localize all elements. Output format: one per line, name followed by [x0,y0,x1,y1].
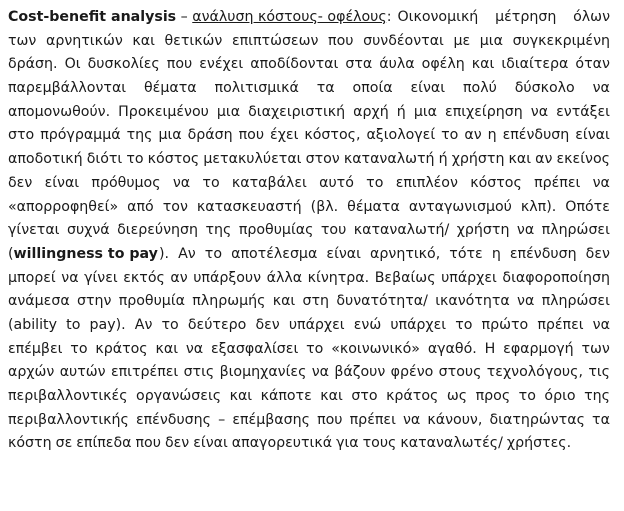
word: στα [345,56,373,73]
word: με [453,32,471,49]
term-colon: : [386,9,392,25]
word: να [311,364,330,381]
word: μια [479,32,503,49]
word: επιπτώσεων [231,32,319,49]
word: είναι [326,245,361,262]
word: δεύτερο [187,316,247,333]
word: που [328,32,354,49]
word: ανάμεσα [8,293,70,310]
word: και [272,293,296,310]
definition-body-continued [8,267,610,433]
word: αξιολογεί [366,127,436,144]
word: για [336,435,359,452]
word: αυτών [59,364,106,381]
text-line [8,361,610,385]
word: θετικών [164,32,223,49]
word: δυνατότητα/ [336,293,428,310]
word: πρόθυμος [91,174,161,191]
word: τους [362,435,397,452]
word: κατασκευαστή [196,198,302,215]
word: κλπ). [520,198,557,215]
word: καταναλωτές/ [400,435,503,452]
word: πρώτο [481,316,529,333]
word: να [172,174,191,191]
word: το [126,151,144,168]
word: πρέπει [537,316,584,333]
word: αρχών [8,364,55,381]
word: να [185,340,204,357]
word: οφέλη [421,56,465,73]
word: έχει [270,127,299,144]
word: αποδίδονται [250,56,339,73]
word: άυλα [379,56,415,73]
word: αρνητικών [45,32,123,49]
text-line [8,385,610,409]
word: των [8,32,37,49]
word: να [592,80,610,97]
word: Οπότε [565,198,610,215]
word: Η [484,340,496,357]
word: είναι [575,127,610,144]
word: η [491,245,501,262]
word: το [306,340,324,357]
word: που [166,56,193,73]
word: αν [535,151,553,168]
word: δεν [164,435,190,452]
word: ενέχει [199,56,244,73]
word: μια [413,103,437,120]
word: κόστος [147,151,200,168]
word: δεν [8,174,33,191]
word: παρεμβάλλονται [8,80,127,97]
word: καταναλωτή [343,151,435,168]
text-line [8,409,610,433]
word: μετακυλύεται [203,151,302,168]
word: επένδυσης [135,411,211,428]
word: συνδέονται [363,32,444,49]
word: αποτέλεσμα [231,245,318,262]
word: εντάξει [556,103,610,120]
word: δράση. [8,56,58,73]
word: επίπεδα [76,435,132,452]
word: «κοινωνικό» [331,340,420,357]
word: to [66,316,81,333]
word: κάνουν, [427,411,483,428]
word: το [455,316,473,333]
word: απαγορευτικά [231,435,333,452]
word: το [204,245,223,262]
word: που [135,435,161,452]
word: περιβαλλοντικές [8,388,128,404]
word: στους [438,364,482,381]
text-line [8,314,610,338]
word: βιομηχανίες [219,364,307,381]
word: της [126,127,153,144]
word: (ability [8,316,58,333]
word: κράτος [386,388,439,404]
word: να [403,411,421,428]
word: Αν [134,316,153,333]
word: το [70,340,88,357]
word: το [161,316,179,333]
word: τα [316,80,335,97]
word: γίνει [84,269,118,286]
wtp-rest [159,243,610,267]
word: οποία [352,80,393,97]
word: που [317,411,343,428]
word: ικανότητα [435,293,510,310]
word: θέματα [144,80,197,97]
word: ιδιαίτερα [501,56,569,73]
word: να [592,174,610,191]
word: είναι [44,174,80,191]
word: θέματα [347,198,400,215]
word: «απορροφηθεί» [8,198,119,215]
word: και [155,340,178,357]
word: από [127,198,154,215]
word: να [516,222,535,239]
word: εξασφαλίσει [210,340,299,357]
word: επένδυση [502,127,570,144]
word: στη [302,293,330,310]
word: ή [438,151,448,168]
text-line [8,30,610,54]
word: επέμβει [8,340,63,357]
word: κόστος [470,174,522,191]
word: οργανώσεις [136,388,222,404]
word: στο [8,127,35,144]
word: – [218,411,226,428]
word: πρόγραμμά [40,127,121,144]
word: στο [351,388,378,404]
word: και [132,32,155,49]
word: το [518,388,536,404]
term-greek: ανάλυση κόστους- οφέλους [192,9,387,25]
willingness-to-pay-term: willingness to pay [13,245,158,262]
text-line [8,219,610,243]
term-heading [8,6,392,30]
word: μπορεί [8,269,56,286]
text-line [8,124,610,148]
word: τις [588,364,610,381]
word: ή [396,103,406,120]
text-line [8,196,610,220]
word: στην [76,293,112,310]
word: προθυμία [118,293,185,310]
word: Βεβαίως [374,269,436,286]
word: υπάρξουν [193,269,262,286]
word: ενώ [353,316,382,333]
word: μέτρηση [495,9,557,25]
word: Αν [178,245,196,262]
term-english: Cost-benefit analysis [8,9,177,25]
word: μια [216,103,241,120]
word: χρήστη [451,151,505,168]
word: επιτρέπει [110,364,179,381]
word: καταβάλει [231,174,307,191]
line-1 [8,6,610,30]
text-line [8,172,610,196]
word: (βλ. [310,198,339,215]
word: άλλα [266,269,303,286]
word: αρνητικό, [370,245,441,262]
word: κάποτε [260,388,312,404]
word: τότε [449,245,483,262]
word: ανταγωνισμού [408,198,512,215]
word: απομονωθούν. [8,103,111,120]
word: πολύ [462,80,497,97]
word: είναι [410,80,446,97]
word: το [366,174,384,191]
word: το [441,127,459,144]
word: που [238,127,265,144]
word: πολιτισμικά [214,80,299,97]
word: ως [446,388,468,404]
word: δεν [585,245,610,262]
word: τεχνολόγους, [486,364,583,381]
text-line [8,148,610,172]
word: και [471,56,495,73]
word: να [517,293,535,310]
word: όταν [575,56,610,73]
word: διατηρώντας [489,411,585,428]
word: και [320,388,343,404]
word: υπάρχει [441,269,497,286]
word: δεν [255,316,280,333]
term-dash: – [176,9,193,25]
word: επένδυση [509,245,577,262]
word: η [487,127,497,144]
word: κόστη [8,435,52,452]
word: pay). [89,316,126,333]
word: να [530,103,549,120]
text-line [8,53,610,77]
word: του [320,222,347,239]
word: Προκειμένου [118,103,209,120]
word: δυσκολίες [87,56,160,73]
word: χρήστες. [506,435,572,452]
text-line [8,338,610,362]
word: δράση [187,127,233,144]
word: αρχή [353,103,389,120]
definition-body [8,30,610,243]
word: στις [183,364,215,381]
word: όλων [573,9,610,25]
word: εκτός [123,269,165,286]
word: περιβαλλοντικής [8,411,129,428]
word: εκείνος [556,151,610,168]
glossary-entry [8,6,610,456]
word: κράτος [95,340,148,357]
text-line [8,101,610,125]
word: εφαρμογή [503,340,574,357]
word: διερεύνηση [117,222,199,239]
word: μια [158,127,182,144]
word: αποδοτική [8,151,83,168]
word: σε [55,435,73,452]
word: στον [305,151,340,168]
word: τα [592,411,610,428]
word: υπάρχει [390,316,447,333]
word: αν [464,127,482,144]
text-line [8,267,610,291]
word: και [229,388,253,404]
word: διαχειριστική [248,103,346,120]
word: συχνά [66,222,110,239]
word: διαφοροποίηση [502,269,610,286]
word: χρήστη [456,222,510,239]
text-line [8,290,610,314]
word: των [581,340,610,357]
word: τον [162,198,188,215]
word: πρέπει [349,411,396,428]
word: φρένο [390,364,434,381]
wtp-start [8,243,158,267]
word: επιχείρηση [445,103,523,120]
text-line [8,77,610,101]
word: βάζουν [334,364,386,381]
word: και [508,151,532,168]
word: κόστος, [304,127,361,144]
word: το [202,174,220,191]
word: Οι [64,56,81,73]
word: της [205,222,232,239]
word: πληρώσει [541,293,610,310]
definition-start [398,6,611,30]
word: επιπλέον [395,174,458,191]
word: είναι [193,435,228,452]
word: υπάρχει [288,316,345,333]
word: γίνεται [8,222,60,239]
word: συγκεκριμένη [512,32,610,49]
word: αγαθό. [427,340,477,357]
wtp-open-paren: ( [8,245,14,262]
word: πληρωμής [192,293,266,310]
word: προς [475,388,511,404]
word: να [61,269,79,286]
word: πρέπει [534,174,581,191]
word: προθυμίας [238,222,314,239]
word: Οικονομική [397,9,479,25]
word: διότι [86,151,123,168]
word: καταναλωτή/ [353,222,450,239]
word: πληρώσει [541,222,610,239]
word: ). [158,245,169,262]
word: κίνητρα. [307,269,370,286]
word: δύσκολο [514,80,575,97]
line-wtp [8,243,610,267]
word: της [584,388,610,404]
word: όριο [544,388,576,404]
word: αυτό [319,174,354,191]
word: να [592,316,610,333]
word: αν [170,269,188,286]
word: επέμβασης [232,411,310,428]
last-line [8,432,610,456]
